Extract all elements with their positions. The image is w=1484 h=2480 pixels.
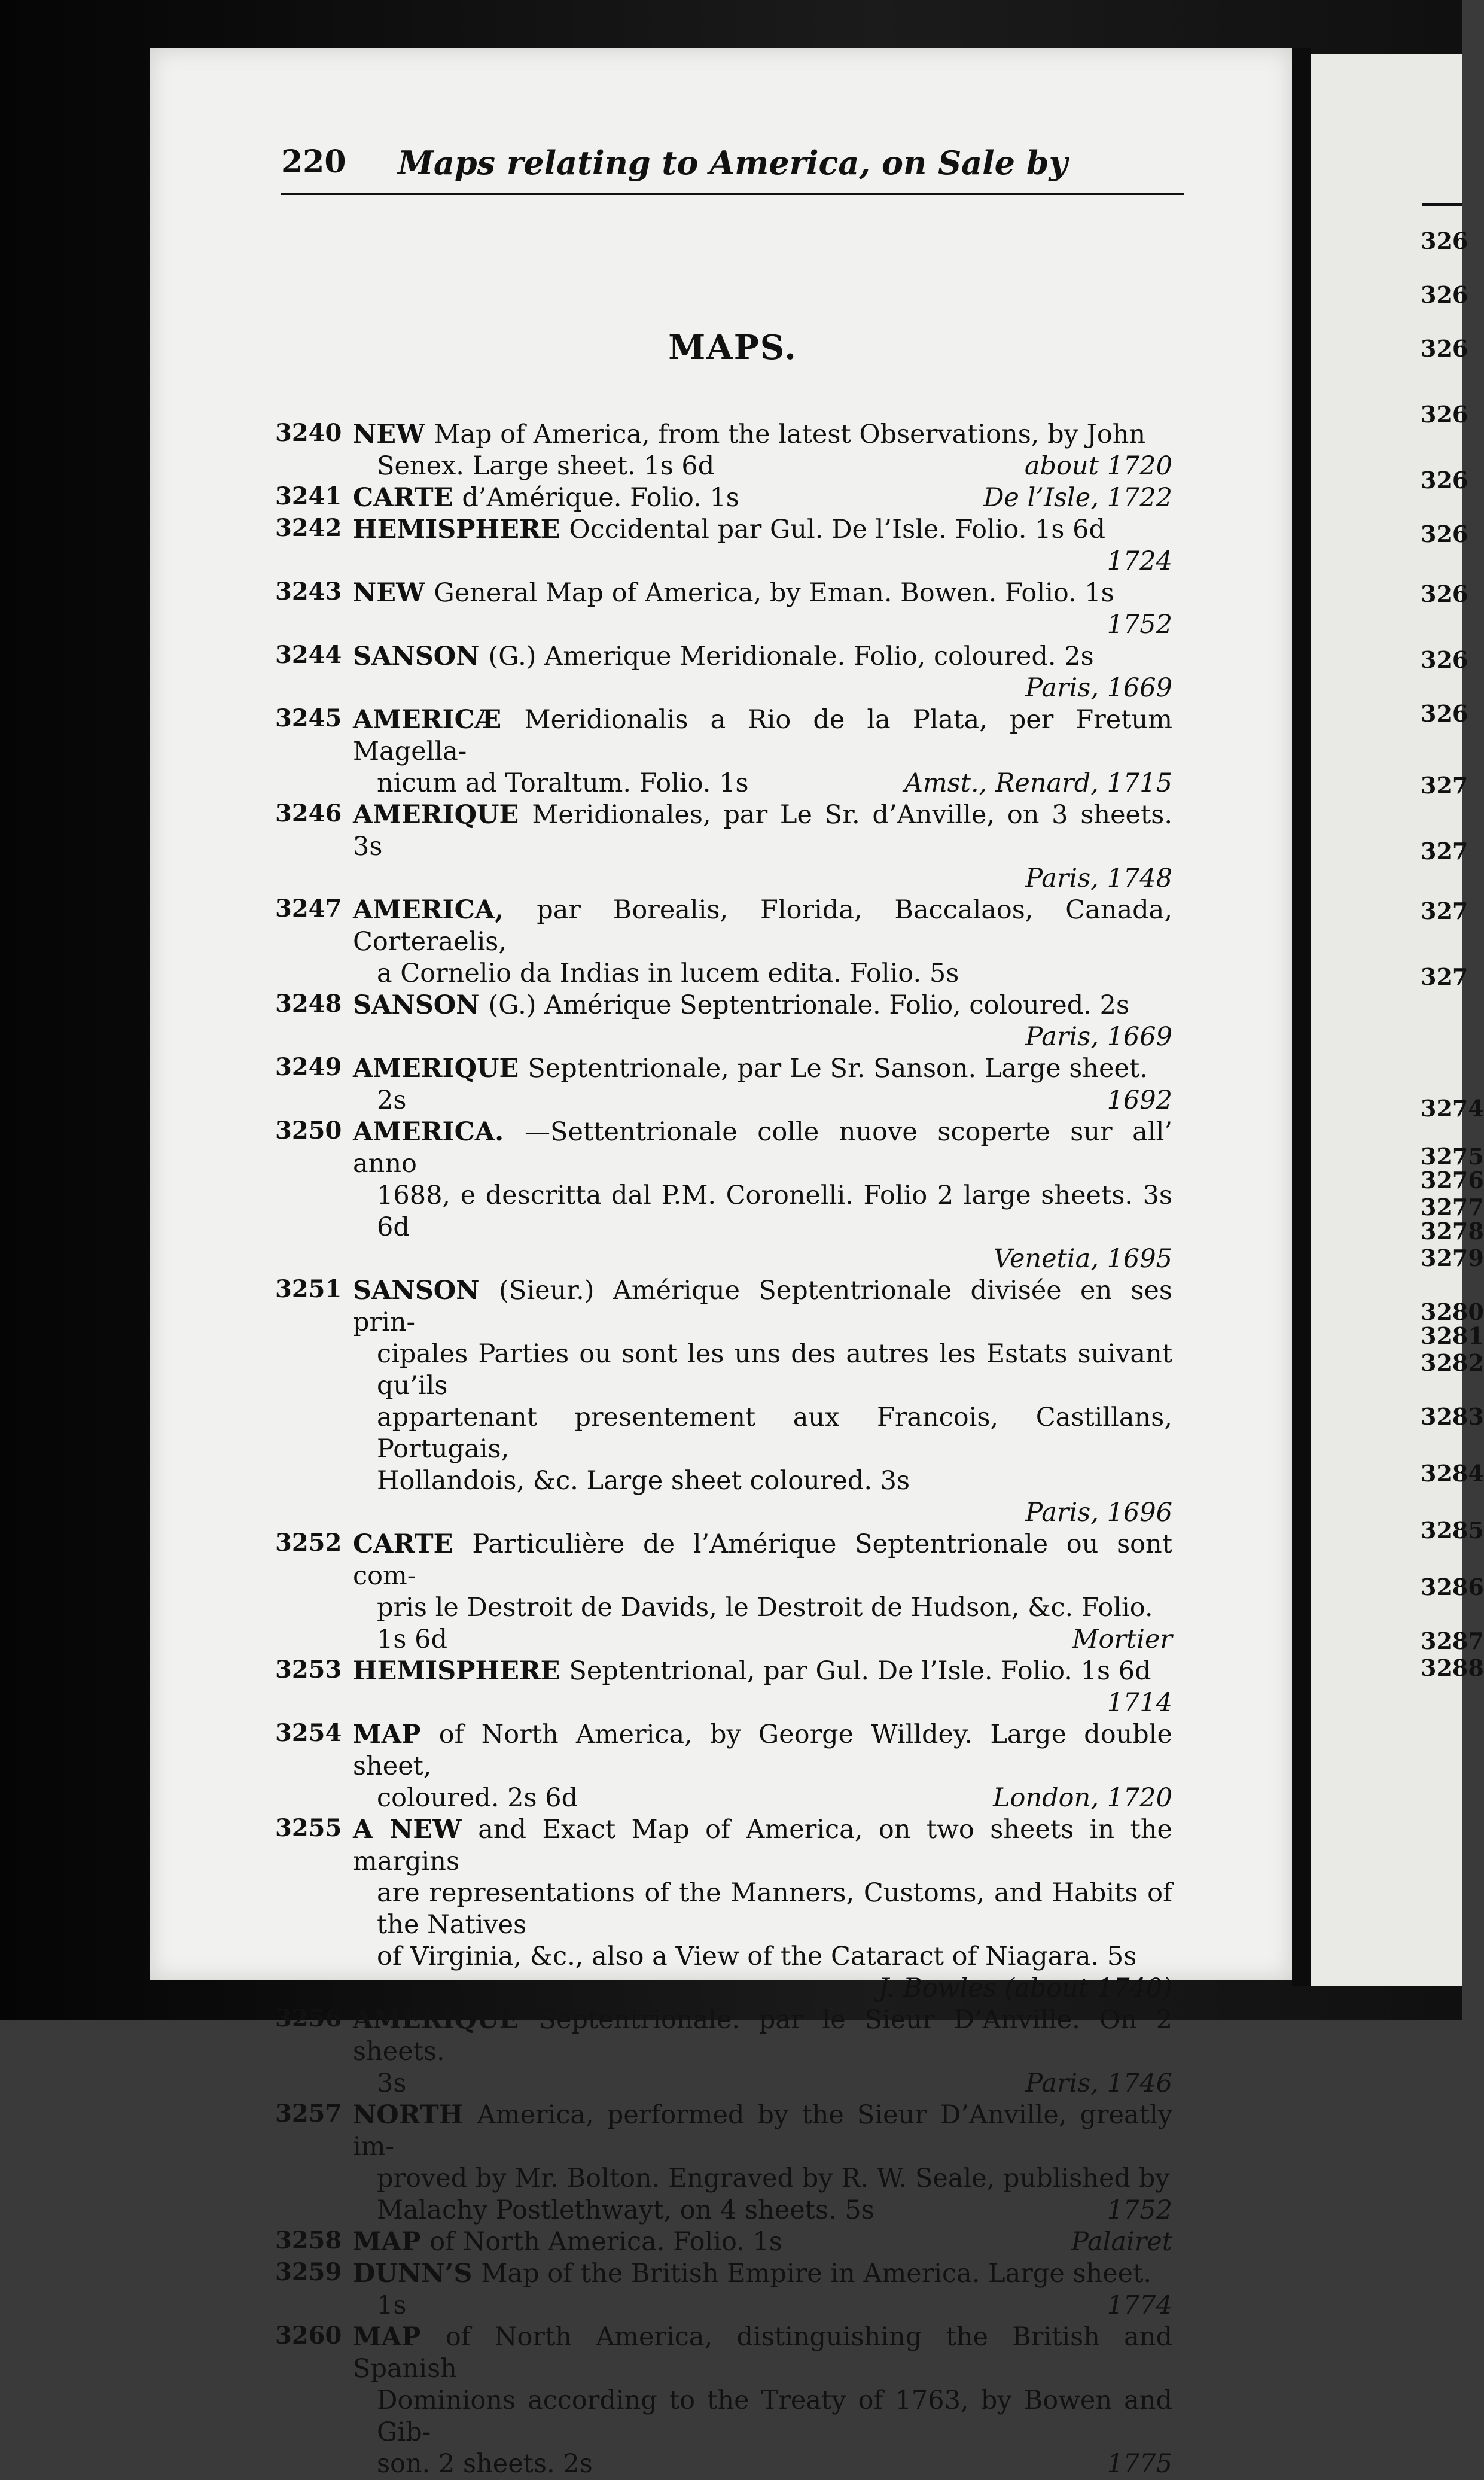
facing-entry-number: 326 [1421, 700, 1468, 727]
entry-body [353, 1275, 1172, 1529]
facing-entry-number: 326 [1421, 281, 1468, 308]
entry-line: Dominions according to the Treaty of 1763, by Bowen and Gib- [377, 2385, 1172, 2447]
entry-imprint: 1714 [1107, 1688, 1172, 1718]
entry-lead-word: NEW [353, 578, 434, 608]
entry-lead-word: AMERICÆ [353, 705, 525, 735]
entry-imprint: 1724 [1107, 546, 1172, 576]
catalogue-entry [275, 990, 1172, 1053]
catalogue-entry [275, 1529, 1172, 1656]
entry-body [353, 2226, 1172, 2258]
entry-line: Malachy Postlethwayt, on 4 sheets. 5s [377, 2195, 874, 2225]
entry-lead-word: SANSON [353, 990, 489, 1020]
entry-number: 3248 [275, 990, 342, 1018]
entry-line: are representations of the Manners, Customs, and Habits of the Natives [377, 1878, 1172, 1940]
entry-body [353, 1814, 1172, 2004]
entry-number: 3247 [275, 894, 342, 923]
entry-line: 3s [377, 2068, 407, 2098]
entry-body [353, 894, 1172, 990]
entry-number: 3256 [275, 2004, 342, 2032]
entry-line: CARTE Particulière de l’Amérique Septentrionale ou sont com- [353, 1529, 1172, 1591]
entry-body [353, 2321, 1172, 2480]
entry-number: 3258 [275, 2226, 342, 2254]
running-title: Maps relating to America, on Sale by [398, 144, 1068, 182]
facing-entry-number: 3283 [1421, 1403, 1484, 1430]
entry-number: 3251 [275, 1275, 342, 1303]
entry-line: SANSON (Sieur.) Amérique Septentrionale divisée en ses prin- [353, 1276, 1173, 1337]
catalogue-entry [275, 2321, 1172, 2480]
entry-number: 3254 [275, 1719, 342, 1747]
entry-number: 3242 [275, 514, 342, 542]
entry-body [353, 799, 1172, 894]
facing-entry-number: 3276 [1421, 1167, 1484, 1194]
entry-number: 3246 [275, 799, 342, 827]
page-gutter [1292, 48, 1311, 1986]
entry-line: nicum ad Toraltum. Folio. 1s [377, 768, 749, 798]
catalogue-entry [275, 799, 1172, 894]
catalogue-entry [275, 894, 1172, 990]
entry-imprint: Paris, 1746 [1025, 2068, 1172, 2098]
catalogue-entry [275, 419, 1172, 482]
entry-line: CARTE d’Amérique. Folio. 1s [353, 483, 739, 513]
entry-number: 3260 [275, 2321, 342, 2350]
entry-body [353, 641, 1172, 704]
entry-lead-word: AMERICA, [353, 895, 537, 925]
facing-entry-number: 327 [1421, 897, 1468, 924]
catalogue-entry [275, 2226, 1172, 2258]
catalogue-entry [275, 1814, 1172, 2004]
facing-entry-number: 3286 [1421, 1574, 1484, 1600]
facing-entry-number: 3285 [1421, 1517, 1484, 1544]
entry-lead-word: SANSON [353, 641, 489, 671]
facing-entry-number: 326 [1421, 580, 1468, 607]
facing-entry-number: 3278 [1421, 1218, 1484, 1244]
catalogue-entry [275, 577, 1172, 641]
entry-lead-word: MAP [353, 2227, 430, 2257]
catalogue-entry [275, 482, 1172, 514]
facing-entry-number: 3281 [1421, 1322, 1484, 1349]
entry-line: AMERICA, par Borealis, Florida, Baccalaos, Canada, Corteraelis, [353, 895, 1172, 957]
entry-imprint: Amst., Renard, 1715 [904, 768, 1172, 798]
facing-entry-number: 327 [1421, 772, 1468, 799]
entry-line: AMERIQUE Septentrionale, par Le Sr. Sanson. Large sheet. [353, 1054, 1148, 1084]
facing-entry-number: 326 [1421, 401, 1468, 428]
entry-imprint: Paris, 1669 [1025, 1022, 1172, 1052]
facing-entry-number: 327 [1421, 963, 1468, 990]
entry-lead-word: NORTH [353, 2100, 477, 2130]
entry-line: HEMISPHERE Occidental par Gul. De l’Isle. Folio. 1s 6d [353, 515, 1106, 544]
facing-entry-number: 3280 [1421, 1298, 1484, 1325]
entry-number: 3259 [275, 2258, 342, 2286]
entry-number: 3255 [275, 1814, 342, 1842]
entry-line: 1s [377, 2290, 407, 2320]
entry-line: NORTH America, performed by the Sieur D’Anville, greatly im- [353, 2100, 1172, 2162]
entry-line: 1688, e descritta dal P.M. Coronelli. Folio 2 large sheets. 3s 6d [377, 1180, 1172, 1242]
facing-entry-number: 3279 [1421, 1244, 1484, 1271]
entry-line: Senex. Large sheet. 1s 6d [377, 451, 715, 481]
entry-line: HEMISPHERE Septentrional, par Gul. De l’Isle. Folio. 1s 6d [353, 1656, 1151, 1686]
entry-line: 2s [377, 1085, 407, 1115]
entry-line: AMERICÆ Meridionalis a Rio de la Plata, per Fretum Magella- [353, 705, 1172, 766]
catalogue-entry [275, 2099, 1172, 2226]
entry-body [353, 704, 1172, 799]
entry-lead-word: MAP [353, 2322, 446, 2352]
entry-lead-word: CARTE [353, 483, 462, 513]
entry-lead-word: DUNN’S [353, 2259, 482, 2289]
entry-body [353, 577, 1172, 641]
page-number: 220 [281, 144, 346, 180]
catalogue-entry [275, 1275, 1172, 1529]
entry-lead-word: HEMISPHERE [353, 515, 569, 544]
entry-lead-word: AMERIQUE [353, 800, 532, 830]
catalogue-entry [275, 1053, 1172, 1116]
entry-lead-word: NEW [353, 419, 434, 449]
entry-imprint: Paris, 1748 [1025, 863, 1172, 893]
entry-number: 3241 [275, 482, 342, 510]
entry-imprint: 1775 [1107, 2449, 1172, 2479]
entry-imprint: Paris, 1669 [1025, 673, 1172, 703]
entry-lead-word: AMERICA. [353, 1117, 525, 1147]
entry-lead-word: CARTE [353, 1529, 473, 1559]
facing-entry-number: 326 [1421, 646, 1468, 673]
facing-entry-number: 3288 [1421, 1654, 1484, 1681]
entry-line: AMERIQUE Septentrionale. par le Sieur D’Anville. On 2 sheets. [353, 2005, 1172, 2067]
entry-imprint: De l’Isle, 1722 [983, 483, 1172, 513]
facing-entry-number: 3284 [1421, 1460, 1484, 1487]
entry-imprint: Venetia, 1695 [993, 1244, 1172, 1274]
facing-entry-number: 326 [1421, 521, 1468, 547]
entry-lead-word: AMERIQUE [353, 1054, 528, 1084]
entry-number: 3240 [275, 419, 342, 447]
entry-line: a Cornelio da Indias in lucem edita. Folio. 5s [377, 958, 959, 988]
entry-line: NEW General Map of America, by Eman. Bowen. Folio. 1s [353, 578, 1114, 608]
entry-number: 3245 [275, 704, 342, 732]
entry-number: 3243 [275, 577, 342, 605]
entry-line: son. 2 sheets. 2s [377, 2449, 593, 2479]
entry-imprint: Palairet [1071, 2227, 1172, 2257]
entry-line: proved by Mr. Bolton. Engraved by R. W. Seale, published by [377, 2163, 1170, 2193]
facing-entry-number: 3287 [1421, 1627, 1484, 1654]
facing-entry-number: 3277 [1421, 1194, 1484, 1221]
entry-number: 3244 [275, 641, 342, 669]
entry-line: AMERICA. —Settentrionale colle nuove scoperte sur all’ anno [353, 1117, 1172, 1179]
entry-body [353, 990, 1172, 1053]
entry-body [353, 419, 1172, 482]
entry-body [353, 1053, 1172, 1116]
entry-number: 3253 [275, 1656, 342, 1684]
entry-lead-word: HEMISPHERE [353, 1656, 569, 1686]
entry-imprint: about 1720 [1024, 451, 1172, 481]
entry-lead-word: A NEW [353, 1815, 479, 1845]
facing-entry-number: 326 [1421, 467, 1468, 494]
entry-line: appartenant presentement aux Francois, Castillans, Portugais, [377, 1402, 1172, 1464]
facing-entry-number: 3275 [1421, 1143, 1484, 1170]
entry-body [353, 2099, 1172, 2226]
catalogue-entry [275, 1719, 1172, 1814]
facing-entry-number: 326 [1421, 227, 1468, 254]
entry-body [353, 1719, 1172, 1814]
catalogue-entry [275, 704, 1172, 799]
entry-line: AMERIQUE Meridionales, par Le Sr. d’Anville, on 3 sheets. 3s [353, 800, 1172, 862]
facing-entry-number: 326 [1421, 335, 1468, 362]
entry-line: cipales Parties ou sont les uns des autres les Estats suivant qu’ils [377, 1339, 1172, 1401]
entry-lead-word: AMERIQUE [353, 2005, 539, 2035]
entry-body [353, 1529, 1172, 1656]
entry-line: Hollandois, &c. Large sheet coloured. 3s [377, 1466, 910, 1496]
entry-body [353, 2004, 1172, 2099]
catalogue-entry [275, 514, 1172, 577]
entry-imprint: J. Bowles (about 1740) [878, 1973, 1172, 2003]
entry-lead-word: SANSON [353, 1276, 499, 1306]
entry-number: 3249 [275, 1053, 342, 1081]
entry-line: MAP of North America, by George Willdey. Large double sheet, [353, 1720, 1173, 1781]
entry-number: 3252 [275, 1529, 342, 1557]
entry-imprint: London, 1720 [992, 1783, 1172, 1813]
entry-lead-word: MAP [353, 1720, 439, 1749]
entry-line: 1s 6d [377, 1624, 447, 1654]
catalogue-entry [275, 641, 1172, 704]
entry-line: coloured. 2s 6d [377, 1783, 578, 1813]
facing-entry-number: 3274 [1421, 1095, 1484, 1122]
entry-imprint: 1774 [1107, 2290, 1172, 2320]
facing-entry-number: 3282 [1421, 1349, 1484, 1376]
entry-line: pris le Destroit de Davids, le Destroit de Hudson, &c. Folio. [377, 1593, 1153, 1623]
header-rule [281, 193, 1184, 195]
entry-line: MAP of North America. Folio. 1s [353, 2227, 782, 2257]
catalogue-entry [275, 2258, 1172, 2321]
entry-number: 3257 [275, 2099, 342, 2128]
entry-body [353, 1656, 1172, 1719]
entry-imprint: Mortier [1072, 1624, 1172, 1654]
section-heading: MAPS. [668, 328, 797, 367]
entry-number: 3250 [275, 1116, 342, 1145]
entry-line: NEW Map of America, from the latest Observations, by John [353, 419, 1146, 449]
entry-line: SANSON (G.) Amérique Septentrionale. Folio, coloured. 2s [353, 990, 1130, 1020]
catalogue-entry [275, 1656, 1172, 1719]
facing-header-rule [1422, 203, 1462, 206]
entry-body [353, 1116, 1172, 1275]
entry-body [353, 2258, 1172, 2321]
entry-imprint: 1752 [1107, 2195, 1172, 2225]
entry-body [353, 514, 1172, 577]
catalogue-entries [275, 419, 1172, 2480]
entry-imprint: 1692 [1107, 1085, 1172, 1115]
entry-line: SANSON (G.) Amerique Meridionale. Folio, coloured. 2s [353, 641, 1094, 671]
catalogue-entry [275, 1116, 1172, 1275]
entry-imprint: 1752 [1107, 610, 1172, 640]
entry-line: of Virginia, &c., also a View of the Cataract of Niagara. 5s [377, 1942, 1137, 1971]
entry-line: MAP of North America, distinguishing the British and Spanish [353, 2322, 1172, 2384]
entry-line: A NEW and Exact Map of America, on two sheets in the margins [353, 1815, 1172, 1876]
catalogue-entry [275, 2004, 1172, 2099]
running-head [281, 144, 1184, 197]
entry-body [353, 482, 1172, 514]
facing-entry-number: 327 [1421, 838, 1468, 865]
entry-line: DUNN’S Map of the British Empire in America. Large sheet. [353, 2259, 1152, 2289]
entry-imprint: Paris, 1696 [1025, 1498, 1172, 1527]
